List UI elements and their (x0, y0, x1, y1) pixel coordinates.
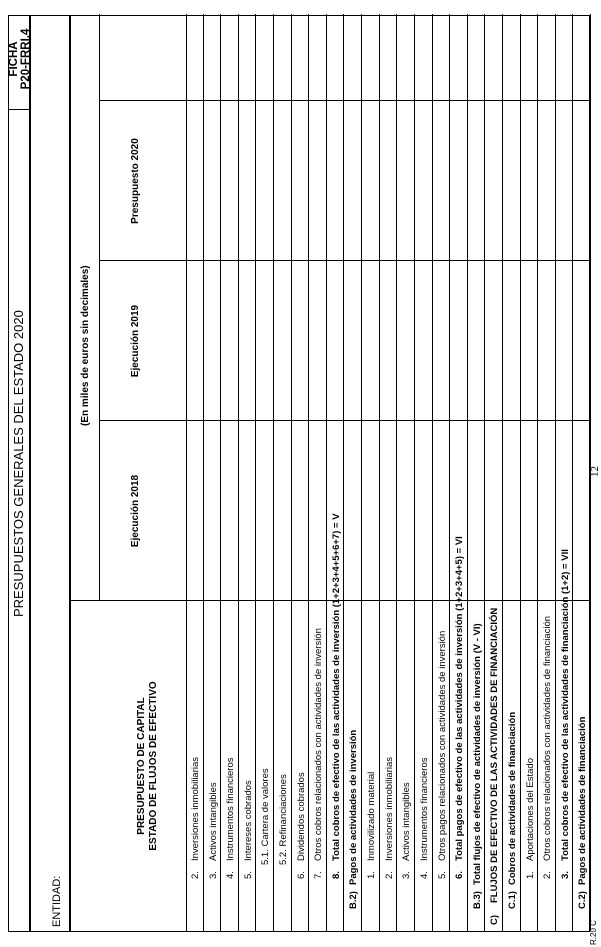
table-row (204, 14, 222, 931)
entidad-label: ENTIDAD: (51, 875, 63, 927)
row-label: 5.1. Cartera de valores (260, 768, 272, 865)
row-number: 3. (207, 871, 219, 879)
row-label: Otros cobros relacionados con actividades de financiación (542, 615, 554, 861)
header-divider (71, 600, 186, 601)
row-label: FLUJOS DE EFECTIVO DE LAS ACTIVIDADES DE FINANCIACIÓN (489, 607, 501, 903)
table-row (344, 14, 362, 931)
row-label: Instrumentos financieros (225, 757, 237, 861)
row-number: B.3) (471, 891, 483, 909)
row-label: Inversiones inmobiliarias (190, 756, 201, 861)
ficha-label: FICHA (8, 41, 20, 77)
row-label: Aportaciones del Estado (524, 758, 536, 861)
table-row (538, 14, 556, 931)
row-label: Total pagos de efectivo de las actividades de inversión (1+2+3+4+5) = VI (454, 536, 466, 861)
cash-flow-table (70, 15, 590, 932)
row-number: 3. (559, 871, 571, 879)
corner-mark: R.20 C (589, 920, 598, 945)
table-row (239, 14, 257, 931)
row-label: Pagos de actividades de financiación (577, 716, 589, 885)
row-number: C) (489, 914, 501, 925)
row-number: 6. (295, 871, 307, 879)
row-number: 1. (524, 871, 536, 879)
column-header-2019: Ejecución 2019 (130, 304, 141, 378)
row-number: 5. (242, 871, 254, 879)
row-number: 6. (454, 871, 466, 879)
row-number: 2. (383, 871, 395, 879)
row-number: 5. (436, 871, 448, 879)
table-row (380, 14, 398, 931)
column-header-2018: Ejecución 2018 (130, 474, 141, 548)
table-row (256, 14, 274, 931)
row-label: Activos intangibles (207, 782, 219, 861)
row-label: Total cobros de efectivo de las actividades de financiación (1+2) = VII (559, 549, 571, 861)
entidad-box (30, 15, 70, 932)
row-number: 3. (401, 871, 413, 879)
row-label: Total flujos de efectivo de actividades de inversión (V - VI) (471, 623, 483, 885)
table-row (186, 14, 204, 931)
table-row (274, 14, 292, 931)
page-number: 12 (589, 466, 601, 477)
table-row (433, 14, 451, 931)
table-header-title (136, 601, 159, 931)
row-number: 7. (313, 871, 325, 879)
row-label: Inmovilizado material (366, 771, 378, 861)
ficha-number: P20-FRRI.4 (20, 28, 33, 90)
table-row (362, 14, 380, 931)
row-label: Otros pagos relacionados con actividades de inversión (436, 630, 448, 861)
page-title: PRESUPUESTOS GENERALES DEL ESTADO 2020 (11, 310, 26, 617)
table-row (450, 14, 468, 931)
table-row (503, 14, 521, 931)
units-note: (En miles de euros sin decimales) (80, 265, 91, 426)
table-row (556, 14, 574, 931)
row-number: 2. (190, 871, 201, 879)
row-number: C.2) (577, 891, 589, 909)
table-row (485, 14, 503, 931)
row-label: Cobros de actividades de financiación (506, 711, 518, 885)
table-row (309, 14, 327, 931)
table-rows (186, 14, 591, 931)
column-header-2020: Presupuesto 2020 (130, 138, 141, 224)
row-label: Dividendos cobrados (295, 772, 307, 861)
header-line-1: PRESUPUESTO DE CAPITAL (136, 697, 147, 835)
row-label: Inversiones inmobiliarias (383, 756, 395, 861)
row-number: 1. (366, 871, 378, 879)
row-label: 5.2. Refinanciaciones (278, 774, 290, 865)
header-line-2: ESTADO DE FLUJOS DE EFECTIVO (147, 681, 159, 851)
row-number: C.1) (506, 891, 518, 909)
row-number: 2. (542, 871, 554, 879)
row-number: 4. (418, 871, 430, 879)
table-row (292, 14, 310, 931)
table-row (468, 14, 486, 931)
row-number: 4. (225, 871, 237, 879)
row-label: Total cobros de efectivo de las actividades de inversión (1+2+3+4+5+6+7) = V (330, 513, 342, 861)
units-rule (99, 14, 100, 601)
row-number: 8. (330, 871, 342, 879)
row-label: Otros cobros relacionados con actividades de inversión (313, 628, 325, 861)
table-row (327, 14, 345, 931)
table-row (397, 14, 415, 931)
row-label: Instrumentos financieros (418, 757, 430, 861)
row-number: B.2) (348, 891, 360, 909)
row-label: Intereses cobrados (242, 780, 254, 861)
row-label: Pagos de actividades de inversión (348, 729, 360, 885)
ficha-divider (8, 109, 30, 110)
ficha-code (8, 19, 32, 99)
table-row (521, 14, 539, 931)
table-row (415, 14, 433, 931)
row-label: Activos intangibles (401, 782, 413, 861)
table-row (221, 14, 239, 931)
